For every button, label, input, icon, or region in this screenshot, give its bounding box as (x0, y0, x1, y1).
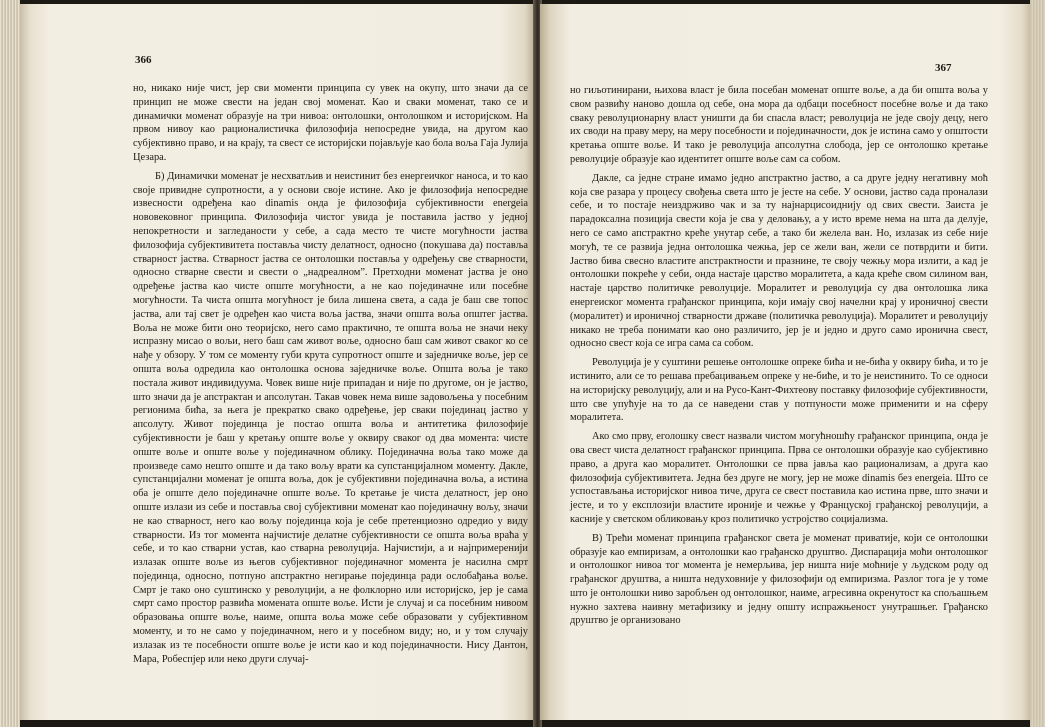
page-edges-right (1030, 0, 1045, 727)
page-number-left: 366 (135, 54, 152, 66)
paragraph: но гиљотинирани, њихова власт је била посебан моменат опште воље, а да би општа воља у свом развићу наново дошла од себе, она мора да одбаци посебност посебне воље и да тако сваку револуционарну власт уништи да би спасла власт; револуција не једе своју децу, него их своди на праву меру, на меру посебности и појединачности, док је истина само у општости кретања опште воље. И тако је револуција апсолутна слобода, јер се онтолошко кретање револуције образује као идентитет опште воље сам са собом. (570, 85, 988, 165)
paragraph: Ако смо прву, еголошку свест назвали чистом могућношћу грађанског принципа, онда је ова свест чиста делатност грађанског принципа. Прва се онтолошки образује као субјективно право, а друга као моралитет. Онтолошки се прва јавља као рационализам, а друга као филозофија субјективитета. Једна без друге не могу, јер не може dinamis без energeia. Што се успостављања историјског нивоа тиче, друга се свест поставила као истина прве, што значи и јесте, и то у експлозији властите ироније и чежње у Француској грађанској револуцији, а касније у светском обликовању кроз политичко устројство социјализма. (570, 431, 988, 525)
right-page (540, 4, 1030, 720)
left-page-text (133, 82, 528, 666)
paragraph: Дакле, са једне стране имамо једно апстрактно јаство, а са друге једну негативну моћ која све разара у процесу свођења света што је јесте на себе. У основи, јаство сада проналази себе, и то постаје неиздрживо чак и за ту најнарцисоиднију од свих свести. Заиста је парадоксална позиција свести која је сва у деловању, а у исто време нема на шта да делује, него се само апстрактно креће унутар себе, а тако би желела ван. Но, излазак из себе није могућ, те се развија једна онтолошка чежња, јер се жели ван, жели се потврдити и бити. Јаство бива свесно властите апстрактности и празнине, те своју чежњу мора излити, а кад је онтолошки покреће у себи, онда настаје царство моралитета, а када креће свом силином ван, настаје царство политичке револуције. Моралитет и револуција су два онтолошка лика енергеиског момента грађанског принципа, који имају свој начелни крај у ироничној свести (моралитет) и ироничној стварности државе (политичка револуција). Моралитет и револуцију никако не треба понимати као оно различито, јер је и једно и друго само иронична свест, односно свест која се игра сама са собом. (570, 172, 988, 350)
paragraph: Револуција је у суштини решење онтолошке опреке бића и не-бића у оквиру бића, и то је истинито, али се то решава пребацивањем опреке у не-биће, и то је неистинито. То се односи на историјску револуцију, али и на Русо-Кант-Фихтеову поставку филозофије субјективности, што све упућује на то да се наведени став у потпуности може применити и на сферу моралитета. (570, 357, 988, 424)
paragraph: Б) Динамички моменат је несхватљив и неистинит без енергеичког наноса, и то као своје привидне супротности, а у основи своје истине. Ако је филозофија непосредне извесности одређена као dinamis онда је филозофија субјективности energeia нововековног принципа. Филозофија чистог увида је поставила јаство у једној непокретности и загледаности у себе, а сада место те чисте могућности јаства филозофија субјективитета поставља чисту делатност, односно (покушава да) поставља стварност јаства. Стварност јаства се онтолошки поставља у одређењу све стварности, односно стварне свести и свести о „надреалном”. Претходни моменат јаства је оно одређење јаства као чисте опште могућности, а не као појединачне или посебне могућности. Та чиста општа могућност је била лишена света, а сада је баш све топос јаства, али тај свет је одређен као чиста воља јаства, значи општа воља општег јаства. Воља не може бити оно теоријско, него само практично, те општа воља не значи неку испразну мисао о вољи, него баш сам живот воље, односно баш сам живот сваког ко се нађе у обзору. У том се моменту губи крута супротност опште и заједничке воље, јер се општа воља одредила као онтолошка основа заједничке воље. Општа воља је тако постала живот индивидуума. Човек више није припадан и није по другоме, он је јаство, што значи да је апстрактан и апсолутан. Такав човек нема више задовољења у посебним регионима бића, за њега је прекратко свако одређење, јер сваки појединац јаство у апсолуту. Живот појединца је постао општа воља и антитетика филозофије субјективности је баш у кретању опште воље у оквиру сваког од два момента: чисте опште воље и опште воље у појединачном облику. Појединачна воља тако може да произведе само нешто опште и да тако вољу врати ка супстанцијалном моменту. Дакле, супстанцијални моменат је општа воља, док је субјективни појединачна воља, а истина оба је опште дело појединачне опште воље. То кретање је чиста делатност, јер оно опште излази из себе и поставља свој субјективни моменат као појединачну вољу, значи не као стварност, него као вољу појединца која је себе претенциозно одредио у виду стварности. Из тог момента најчистије делатне субјективности се општа воља враћа у себе, и то као стварни устав, као стварна револуција. Најчистији, а и најпримеренији излазак опште воље из његов субјективног појединачног момента је насилна смрт појединца, односно, потпуно апстрактно негирање појединца ради ослобађања воље. Смрт је тако оно суштинско у револуцији, а не фолклорно или историјско, јер је сама смрт само простор развића момената опште воље. Исти је случај и са посебним нивоом образовања опште воље, наиме, општа воља може себе образовати у субјективном моменту, и то не само у појединачном, него и у посебном виду; но, и у том случају излазак из те посебности опште воље је исти као и код појединачности. Нису Дантон, Мара, Робеспјер или неко други случај- (133, 170, 528, 665)
paragraph: В) Трећи моменат принципа грађанског света је моменат приватије, који се онтолошки образује као емпиризам, а онтолошки као грађанско друштво. Диспарација моћи онтолошког и онтолошког нивоа тог момента је немерљива, јер ништа није моћније у људском роду од грађанског друштва, а ништа недуховније у филозофији од емпиризма. Разлог тога је у томе што је онтолошки ниво заробљен од онтолошког, наиме, агресивна окренутост ка спољашњем нужно захтева наивну метафизику и једну општу испражњеност унутрашњег. Грађанско друштво је организовано (570, 532, 988, 627)
page-number-right: 367 (935, 62, 952, 74)
paragraph: но, никако није чист, јер сви моменти принципа су увек на окупу, што значи да се принцип не може свести на један свој моменат. Као и сваки моменат, тако се и динамички моменат образује на три нивоа: онтолошки, онтолошком и историјском. На првом нивоу као рационалистичка филозофија непосредне увида, на другом као субјективно право, и на крају, та свест се историјски појављује као бола воља Гаја Јулија Цезара. (133, 83, 528, 163)
right-page-text (570, 84, 988, 628)
page-edges-left (0, 0, 20, 727)
left-page (20, 4, 535, 720)
